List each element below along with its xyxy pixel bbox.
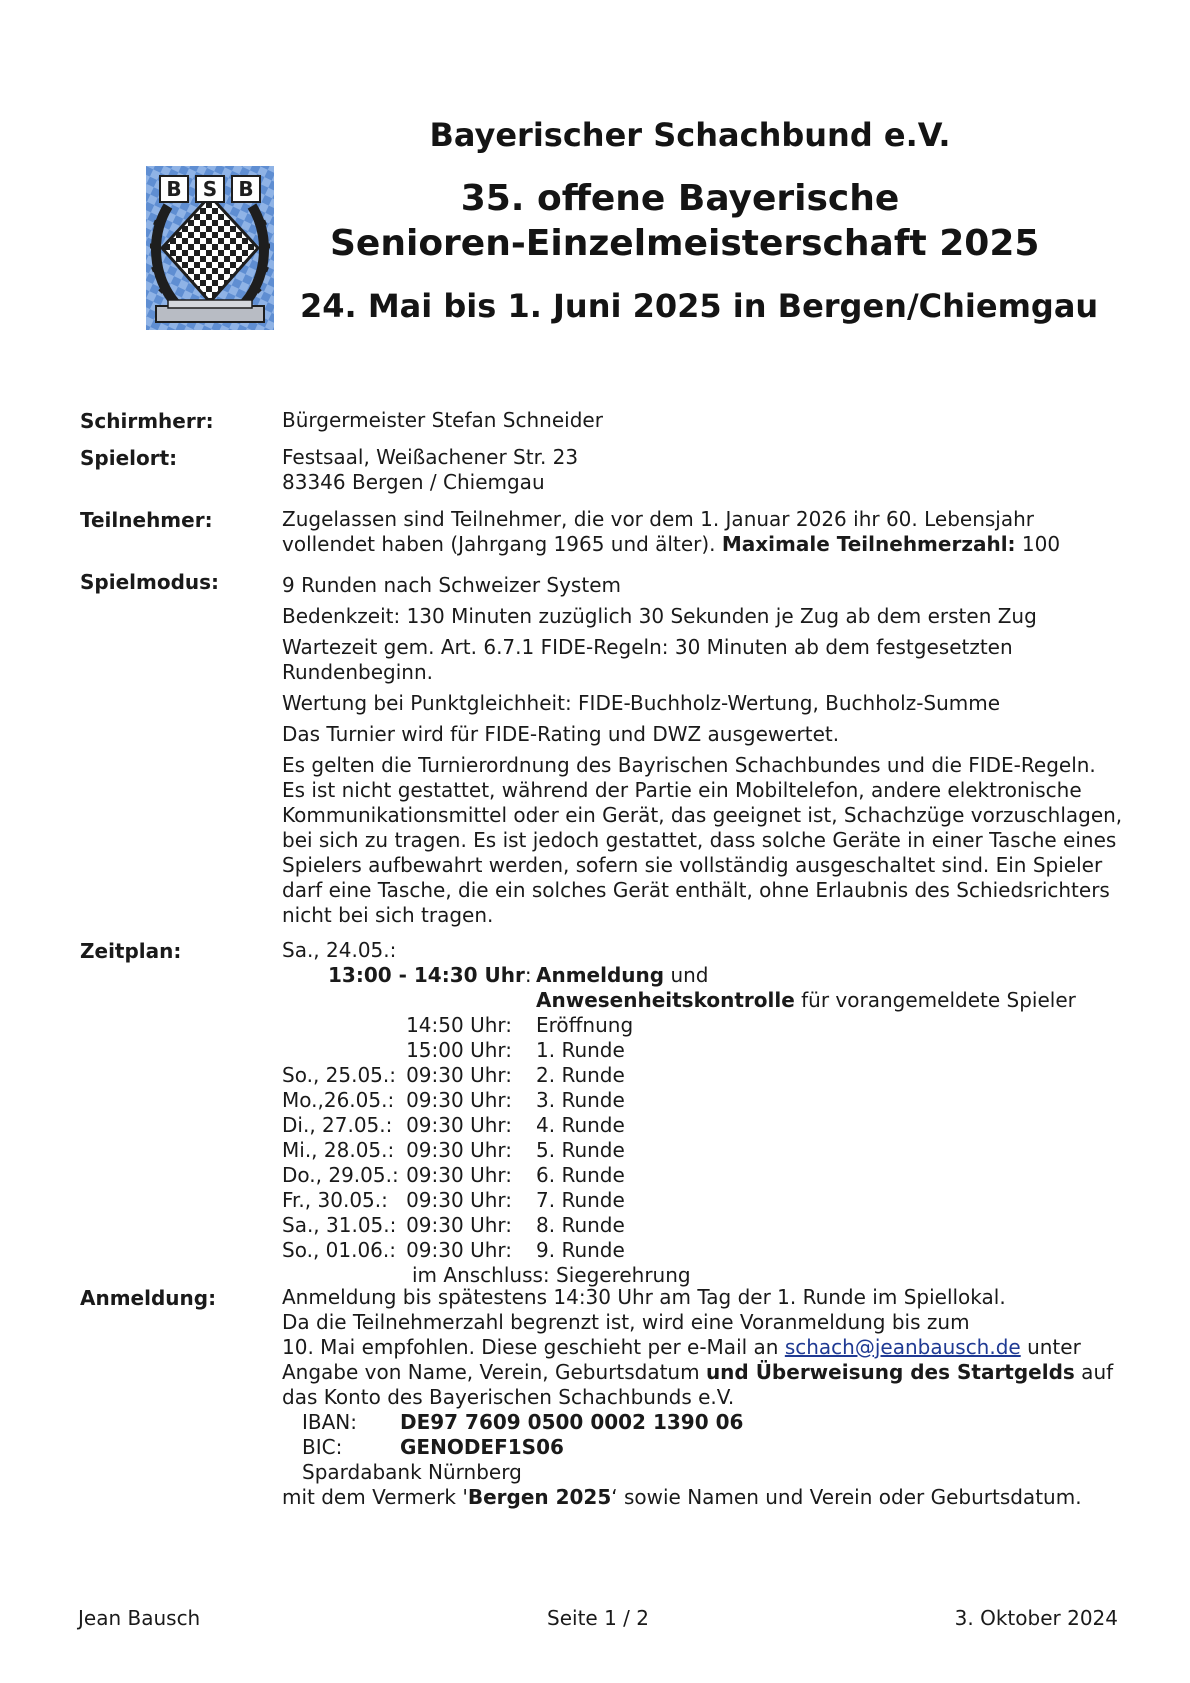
logo-letter-2: S (202, 177, 218, 201)
schedule-event: 5. Runde (536, 1138, 625, 1162)
schedule-closing: im Anschluss: Siegerehrung (412, 1263, 691, 1287)
spielmodus-label: Spielmodus: (80, 570, 220, 594)
schedule-day: Do., 29.05.: (282, 1163, 399, 1187)
bank-name-row: Spardabank Nürnberg (302, 1460, 522, 1484)
schedule-row (282, 1163, 1132, 1188)
schedule-row (282, 1213, 1132, 1238)
spielort-label: Spielort: (80, 446, 178, 470)
iban-value: DE97 7609 0500 0002 1390 06 (400, 1410, 744, 1434)
schedule-row (282, 1188, 1132, 1213)
schedule-day: So., 25.05.: (282, 1063, 397, 1087)
schedule-row (282, 1088, 1132, 1113)
iban-row: IBAN: DE97 7609 0500 0002 1390 06 (302, 1410, 744, 1434)
schedule-event: 9. Runde (536, 1238, 625, 1262)
zeitplan-label: Zeitplan: (80, 939, 182, 963)
schedule-row (282, 1113, 1132, 1138)
schedule-time: 09:30 Uhr: (406, 1213, 512, 1237)
schedule-event: 3. Runde (536, 1088, 625, 1112)
schedule-row (282, 1013, 1132, 1038)
spielmodus-value: 9 Runden nach Schweizer System Bedenkzeit: 130 Minuten zuzüglich 30 Sekunden je Zug ab dem ersten Zug Wartezeit gem. Art. 6.7.1 FIDE-Regeln: 30 Minuten ab dem festgesetzten Rundenbeginn. Wertung bei Punktgleichheit: FIDE-Buchholz-Wertung, Buchholz-Summe Das Turnier wird für FIDE-Rating und DWZ ausgewertet. Es gelten die Turnierordnung des Bayrischen Schachbundes und die FIDE-Regeln. Es ist nicht gestattet, während der Partie ein Mobiltelefon, andere elektronische Kommunikationsmittel oder ein Gerät, das geeignet ist, Schachzüge vorzuschlagen, bei sich zu tragen. Es ist jedoch gestattet, dass solche Geräte in einer Tasche eines Spielers aufbewahrt werden, sofern sie vollständig ausgeschaltet sind. Ein Spieler darf eine Tasche, die ein solches Gerät enthält, ohne Erlaubnis des Schiedsrichters nicht bei sich tragen. (282, 573, 1123, 927)
schedule-day: So., 01.06.: (282, 1238, 397, 1262)
event-dates: 24. Mai bis 1. Juni 2025 in Bergen/Chiemgau (300, 287, 1099, 325)
schirmherr-value: Bürgermeister Stefan Schneider (282, 408, 603, 432)
anmeldung-value: Anmeldung bis spätestens 14:30 Uhr am Tag der 1. Runde im Spiellokal. Da die Teilnehmerzahl begrenzt ist, wird eine Voranmeldung bis zum 10. Mai empfohlen. Diese geschieht per e-Mail an schach@jeanbausch.de unter Angabe von Name, Verein, Geburtsdatum und Überweisung des Startgelds auf das Konto des Bayerischen Schachbunds e.V. IBAN: DE97 7609 0500 0002 1390 06 BIC: GENODEF1S06 Spardabank Nürnberg mit dem Vermerk 'Bergen 2025‘ sowie Namen und Verein oder Geburtsdatum. (282, 1285, 1132, 1510)
schedule-event: 7. Runde (536, 1188, 625, 1212)
footer-page-number: Seite 1 / 2 (547, 1606, 649, 1630)
teilnehmer-label: Teilnehmer: (80, 508, 213, 532)
teilnehmer-value: Zugelassen sind Teilnehmer, die vor dem 1. Januar 2026 ihr 60. Lebensjahr vollendet haben (Jahrgang 1965 und älter). Maximale Teilnehmerzahl: 100 (282, 507, 1061, 556)
schedule-event: 1. Runde (536, 1038, 625, 1062)
schedule-day: Sa., 31.05.: (282, 1213, 397, 1237)
schedule-row (282, 1138, 1132, 1163)
schedule-first-day: Sa., 24.05.: (282, 938, 397, 962)
schedule: Sa., 24.05.: 13:00 - 14:30 Uhr: Anmeldung und Anwesenheitskontrolle für vorangemeldete Spieler 14:50 Uhr: Eröffnung 15:00 Uhr: 1. Runde So., 25.05.: 09:30 Uhr: 2. Runde Mo.,26.05.: 09:30 Uhr: 3. Runde Di., 27.05.: 09:30 Uhr: 4. Runde Mi., 28.05.: 09:30 Uhr: 5. Runde Do., 29.05.: 09:30 Uhr: 6. Runde Fr., 30.05.: 09:30 Uhr: 7. Runde Sa., 31.05.: 09:30 Uhr: 8. Runde So., 01.06.: 09:30 Uhr: 9. Runde im Anschluss: Siegerehrung (282, 938, 1132, 1288)
bic-row: BIC: GENODEF1S06 (302, 1435, 564, 1459)
schedule-day: Di., 27.05.: (282, 1113, 393, 1137)
schedule-registration: 13:00 - 14:30 Uhr: Anmeldung und (328, 963, 709, 987)
organization-title: Bayerischer Schachbund e.V. (429, 116, 951, 154)
footer-date: 3. Oktober 2024 (954, 1606, 1118, 1630)
schedule-event: 2. Runde (536, 1063, 625, 1087)
footer-author: Jean Bausch (78, 1606, 201, 1630)
page-title: 35. offene Bayerische Senioren-Einzelmeisterschaft 2025 (330, 178, 1040, 264)
schedule-time: 09:30 Uhr: (406, 1163, 512, 1187)
email-link[interactable]: schach@jeanbausch.de (784, 1335, 1021, 1359)
schedule-time: 09:30 Uhr: (406, 1138, 512, 1162)
schedule-time: 15:00 Uhr: (406, 1038, 512, 1062)
schedule-row (282, 1238, 1132, 1263)
logo-letter-3: B (238, 177, 254, 201)
anmeldung-label: Anmeldung: (80, 1286, 217, 1310)
schedule-row (282, 1063, 1132, 1088)
schirmherr-label: Schirmherr: (80, 409, 214, 433)
schedule-day: Mo.,26.05.: (282, 1088, 395, 1112)
bsb-logo (146, 166, 274, 330)
schedule-time: 09:30 Uhr: (406, 1088, 512, 1112)
schedule-row (282, 1038, 1132, 1063)
schedule-day: Fr., 30.05.: (282, 1188, 388, 1212)
logo-letter-1: B (166, 177, 182, 201)
schedule-event: 8. Runde (536, 1213, 625, 1237)
schedule-time: 09:30 Uhr: (406, 1188, 512, 1212)
schedule-event: Eröffnung (536, 1013, 634, 1037)
schedule-time: 09:30 Uhr: (406, 1113, 512, 1137)
schedule-time: 09:30 Uhr: (406, 1063, 512, 1087)
schedule-event: 4. Runde (536, 1113, 625, 1137)
bic-value: GENODEF1S06 (400, 1435, 564, 1459)
schedule-event: 6. Runde (536, 1163, 625, 1187)
schedule-time: 09:30 Uhr: (406, 1238, 512, 1262)
schedule-day: Mi., 28.05.: (282, 1138, 395, 1162)
spielort-value: Festsaal, Weißachener Str. 23 83346 Bergen / Chiemgau (282, 445, 579, 494)
schedule-time: 14:50 Uhr: (406, 1013, 512, 1037)
